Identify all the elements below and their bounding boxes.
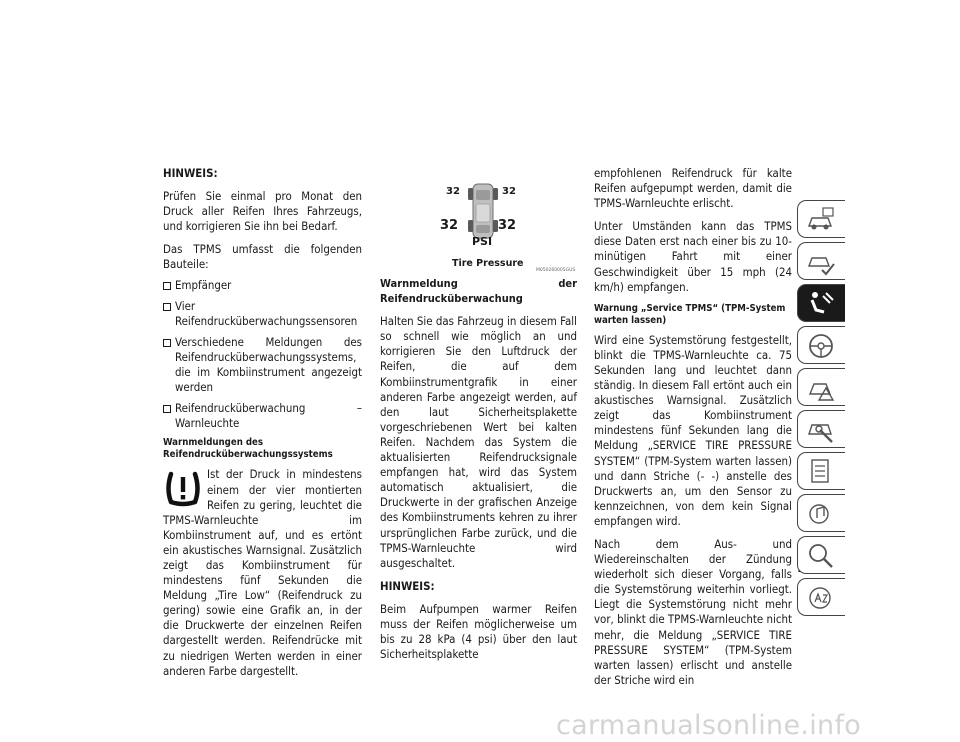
tab-specifications[interactable] xyxy=(797,452,845,490)
note-heading: HINWEIS: xyxy=(163,166,218,180)
car-info-icon xyxy=(806,206,836,234)
list-item: Vier Reifendrucküberwachungssensoren xyxy=(163,299,362,329)
tab-vehicle-check[interactable] xyxy=(797,242,845,280)
watermark: carmanualsonline.info xyxy=(556,710,862,741)
tpms-warning-icon xyxy=(165,469,201,509)
list-item: Reifendrucküberwachung – Warnleuchte xyxy=(163,401,362,431)
column-middle xyxy=(380,178,577,670)
components-intro: Das TPMS umfasst die folgenden Bauteile: xyxy=(163,242,362,272)
vehicle-check-icon xyxy=(806,248,836,276)
tab-driving[interactable] xyxy=(797,326,845,364)
index-icon xyxy=(806,584,836,612)
section-subheading: Warnung „Service TPMS“ (TPM-System warten lassen) xyxy=(594,302,786,326)
figure-code: M050260005GUS xyxy=(536,268,576,273)
tab-search[interactable] xyxy=(797,536,845,574)
section-subheading: Warnmeldungen des Reifendrucküberwachungssystems xyxy=(163,437,333,461)
tire-pressure-rear-right: 32 xyxy=(498,218,517,233)
tab-car-info[interactable] xyxy=(797,200,845,238)
list-item: Verschiedene Meldungen des Reifendrucküberwachungssystems, die im Kombiinstrument angezeigt werden xyxy=(163,335,362,395)
components-list xyxy=(163,278,362,432)
tab-index[interactable] xyxy=(797,578,845,616)
figure-label: Tire Pressure xyxy=(452,258,524,269)
figure-caption: Warnmeldung der Reifendrucküberwachung xyxy=(380,277,577,306)
body-text: Halten Sie das Fahrzeug in diesem Fall so schnell wie möglich an und korrigieren Sie den Luftdruck der Reifen, die auf dem Kombiinstrumentgrafik in einer anderen Farbe angezeigt werden, auf den laut Sicherheitsplakette vorgeschriebenen Wert bei kalten Reifen. Nachdem das System die aktualisierten Reifendrucksignale empfangen hat, wird das System automatisch aktualisiert, die Druckwerte in der grafischen Anzeige des Kombiinstruments kehren zu ihrer ursprünglichen Farbe zurück, und die TPMS-Warnleuchte wird ausgeschaltet. xyxy=(380,314,577,570)
tab-emergency[interactable] xyxy=(797,368,845,406)
airbag-seat-icon xyxy=(806,290,836,318)
steering-wheel-icon xyxy=(806,332,836,360)
body-text: Wird eine Systemstörung festgestellt, blinkt die TPMS-Warnleuchte ca. 75 Sekunden lang und leuchtet dann ständig. In diesem Fall ertönt auch ein akustisches Warnsignal. Zusätzlich zeigt das Kombiinstrument mindestens fünf Sekunden lang die Meldung „SERVICE TIRE PRESSURE SYSTEM“ (TPM-System warten lassen) und dann Striche (- -) anstelle des Druckwerts an, um den Sensor zu kennzeichnen, von dem kein Signal empfangen wird. xyxy=(594,332,792,528)
body-text: Unter Umständen kann das TPMS diese Daten erst nach einer bis zu 10-minütigen Fahrt mit einer Geschwindigkeit über 15 mph (24 km/h) empfangen. xyxy=(594,219,792,294)
warning-car-icon xyxy=(806,374,836,402)
tire-pressure-rear-left: 32 xyxy=(440,218,459,233)
pressure-unit: PSI xyxy=(472,235,493,248)
note-text: Beim Aufpumpen warmer Reifen muss der Reifen möglicherweise um bis zu 28 kPa (4 psi) über den laut Sicherheitsplakette xyxy=(380,601,577,662)
music-nav-icon xyxy=(806,500,836,528)
tire-pressure-figure xyxy=(380,178,577,273)
body-text: empfohlenen Reifendruck für kalte Reifen aufgepumpt werden, damit die TPMS-Warnleuchte erlischt. xyxy=(594,166,792,211)
car-service-icon xyxy=(806,416,836,444)
warning-text: Ist der Druck in mindestens einem der vier montierten Reifen zu gering, leuchtet die TPMS-Warnleuchte im Kombiinstrument auf, und es ertönt ein akustisches Warnsignal. Zusätzlich zeigt das Kombiinstrument für mindestens fünf Sekunden die Meldung „Tire Low“ (Reifendruck zu gering) sowie eine Grafik an, in der die Druckwerte der einzelnen Reifen dargestellt werden. Reifendrücke mit zu niedrigen Werten werden in einer anderen Farbe dargestellt. xyxy=(163,467,362,678)
note-text: Prüfen Sie einmal pro Monat den Druck aller Reifen Ihres Fahrzeugs, und korrigieren Sie ihn bei Bedarf. xyxy=(163,189,362,234)
body-text: Nach dem Aus- und Wiedereinschalten der Zündung wiederholt sich dieser Vorgang, falls die Systemstörung weiterhin vorliegt. Liegt die Systemstörung nicht mehr vor, blinkt die TPMS-Warnleuchte nicht mehr, die Meldung „SERVICE TIRE PRESSURE SYSTEM“ (TPM-System warten lassen) erlischt und anstelle der Striche wird ein xyxy=(594,536,792,687)
list-item: Empfänger xyxy=(163,278,362,293)
vehicle-top-view-icon xyxy=(468,180,498,242)
checklist-icon xyxy=(806,458,836,486)
note-heading: HINWEIS: xyxy=(380,578,435,593)
tire-pressure-front-right: 32 xyxy=(502,186,516,197)
warning-block xyxy=(163,467,362,678)
tab-safety[interactable] xyxy=(797,284,845,322)
tire-pressure-front-left: 32 xyxy=(446,186,460,197)
search-icon xyxy=(806,542,836,570)
tab-service[interactable] xyxy=(797,410,845,448)
tab-multimedia[interactable] xyxy=(797,494,845,532)
column-right xyxy=(594,166,792,696)
column-left xyxy=(163,166,362,687)
